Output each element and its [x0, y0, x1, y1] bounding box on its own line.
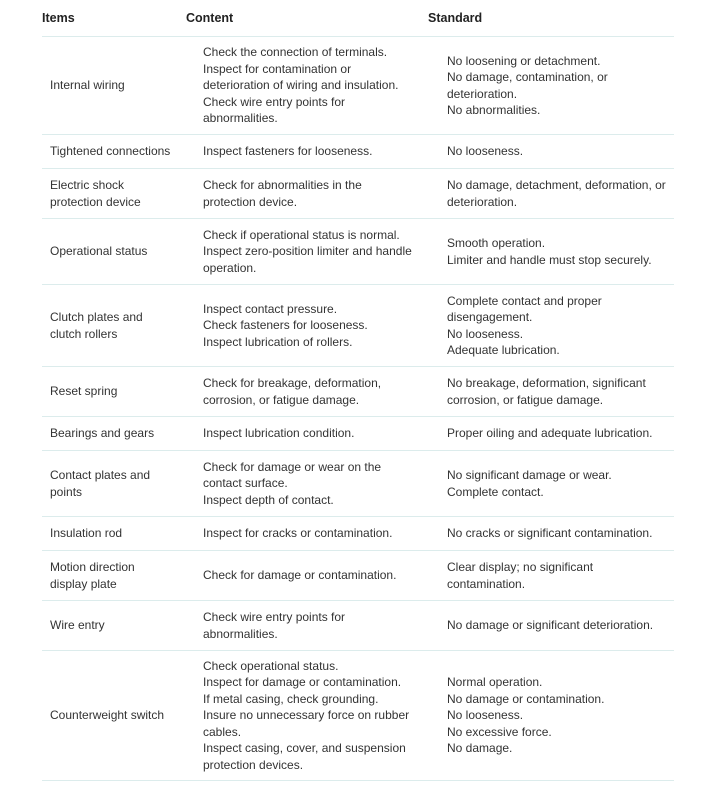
- item-line: Wire entry: [50, 618, 105, 633]
- standard-line: Limiter and handle must stop securely.: [447, 252, 652, 267]
- content-line: If metal casing, check grounding.: [203, 691, 379, 706]
- standard-line: corrosion, or fatigue damage.: [447, 392, 604, 407]
- item-line: Tightened connections: [50, 144, 171, 159]
- standard-cell: [439, 651, 674, 781]
- content-line: abnormalities.: [203, 111, 278, 126]
- standard-line: No excessive force.: [447, 724, 552, 739]
- item-line: Operational status: [50, 244, 148, 259]
- standard-line: No looseness.: [447, 144, 524, 159]
- content-line: Inspect lubrication of rollers.: [203, 334, 353, 349]
- standard-line: No abnormalities.: [447, 102, 541, 117]
- standard-line: Adequate lubrication.: [447, 342, 560, 357]
- standard-line: Proper oiling and adequate lubrication.: [447, 426, 653, 441]
- item-line: clutch rollers: [50, 326, 118, 341]
- content-line: operation.: [203, 260, 257, 275]
- content-line: Check if operational status is normal.: [203, 227, 400, 242]
- standard-line: No damage.: [447, 741, 513, 756]
- content-line: Check wire entry points for: [203, 94, 346, 109]
- table-header: [0, 0, 720, 36]
- content-cell: [195, 651, 439, 781]
- standard-line: No damage or significant deterioration.: [447, 618, 654, 633]
- standard-cell: [439, 601, 674, 651]
- standard-line: No damage, detachment, deformation, or: [447, 178, 666, 193]
- content-line: Check for damage or contamination.: [203, 568, 397, 583]
- content-line: Inspect for cracks or contamination.: [203, 526, 393, 541]
- header-items: Items: [42, 11, 75, 25]
- standard-line: Smooth operation.: [447, 236, 546, 251]
- content-cell: [195, 285, 439, 367]
- content-cell: [195, 451, 439, 517]
- standard-line: contamination.: [447, 576, 526, 591]
- standard-line: Complete contact.: [447, 484, 544, 499]
- content-line: Inspect depth of contact.: [203, 492, 334, 507]
- content-line: Check the connection of terminals.: [203, 45, 388, 60]
- content-line: deterioration of wiring and insulation.: [203, 78, 399, 93]
- item-line: Bearings and gears: [50, 426, 155, 441]
- standard-line: No damage or contamination.: [447, 691, 605, 706]
- standard-cell: [439, 37, 674, 135]
- content-cell: [195, 37, 439, 135]
- content-line: Check for breakage, deformation,: [203, 376, 382, 391]
- standard-line: No damage, contamination, or: [447, 70, 608, 85]
- content-cell: [195, 601, 439, 651]
- standard-line: Normal operation.: [447, 675, 543, 690]
- table-row: [42, 451, 674, 517]
- content-line: Check operational status.: [203, 659, 339, 674]
- item-cell: [42, 551, 195, 601]
- item-cell: [42, 285, 195, 367]
- content-line: Inspect for damage or contamination.: [203, 675, 402, 690]
- header-standard: Standard: [428, 11, 483, 25]
- item-line: Contact plates and: [50, 468, 151, 483]
- standard-cell: [439, 285, 674, 367]
- table-row: [42, 37, 674, 135]
- inspection-table-body: [42, 37, 674, 781]
- table-row: [42, 601, 674, 651]
- content-cell: [195, 169, 439, 219]
- table-row: [42, 219, 674, 285]
- item-line: points: [50, 484, 83, 499]
- content-cell: [195, 517, 439, 551]
- header-content: Content: [186, 11, 234, 25]
- table-row: [42, 135, 674, 169]
- table-row: [42, 417, 674, 451]
- content-line: Inspect zero-position limiter and handle: [203, 244, 412, 259]
- content-cell: [195, 367, 439, 417]
- content-cell: [195, 135, 439, 169]
- item-cell: [42, 367, 195, 417]
- item-cell: [42, 135, 195, 169]
- item-cell: [42, 517, 195, 551]
- content-line: corrosion, or fatigue damage.: [203, 392, 360, 407]
- content-line: Insure no unnecessary force on rubber: [203, 708, 410, 723]
- item-cell: [42, 169, 195, 219]
- content-line: Inspect fasteners for looseness.: [203, 144, 373, 159]
- content-line: cables.: [203, 724, 242, 739]
- item-cell: [42, 651, 195, 781]
- table-row: [42, 169, 674, 219]
- item-cell: [42, 601, 195, 651]
- item-line: Counterweight switch: [50, 708, 165, 723]
- item-line: display plate: [50, 576, 117, 591]
- standard-cell: [439, 219, 674, 285]
- standard-cell: [439, 417, 674, 451]
- content-line: Inspect for contamination or: [203, 61, 352, 76]
- standard-line: Clear display; no significant: [447, 560, 594, 575]
- item-line: Motion direction: [50, 560, 135, 575]
- item-cell: [42, 37, 195, 135]
- table-row: [42, 651, 674, 781]
- item-line: Electric shock: [50, 178, 125, 193]
- content-line: Inspect contact pressure.: [203, 301, 338, 316]
- standard-line: Complete contact and proper: [447, 293, 602, 308]
- item-line: Internal wiring: [50, 78, 125, 93]
- standard-cell: [439, 551, 674, 601]
- item-cell: [42, 417, 195, 451]
- item-line: protection device: [50, 194, 141, 209]
- standard-line: deterioration.: [447, 194, 518, 209]
- item-cell: [42, 451, 195, 517]
- content-line: Inspect casing, cover, and suspension: [203, 741, 406, 756]
- standard-line: No looseness.: [447, 708, 524, 723]
- item-cell: [42, 219, 195, 285]
- standard-line: No cracks or significant contamination.: [447, 526, 653, 541]
- content-line: Inspect lubrication condition.: [203, 426, 355, 441]
- content-line: abnormalities.: [203, 626, 278, 641]
- standard-line: deterioration.: [447, 86, 518, 101]
- standard-cell: [439, 135, 674, 169]
- inspection-table: [42, 36, 674, 781]
- item-line: Reset spring: [50, 384, 118, 399]
- table-row: [42, 367, 674, 417]
- content-line: contact surface.: [203, 476, 288, 491]
- table-row: [42, 551, 674, 601]
- standard-line: No significant damage or wear.: [447, 468, 612, 483]
- content-line: protection device.: [203, 194, 298, 209]
- content-line: protection devices.: [203, 757, 304, 772]
- table-row: [42, 517, 674, 551]
- standard-line: disengagement.: [447, 310, 533, 325]
- item-line: Clutch plates and: [50, 310, 143, 325]
- standard-cell: [439, 169, 674, 219]
- content-cell: [195, 219, 439, 285]
- content-line: Check for abnormalities in the: [203, 178, 362, 193]
- content-cell: [195, 551, 439, 601]
- item-line: Insulation rod: [50, 526, 123, 541]
- content-line: Check fasteners for looseness.: [203, 318, 368, 333]
- content-line: Check wire entry points for: [203, 610, 346, 625]
- standard-cell: [439, 517, 674, 551]
- content-cell: [195, 417, 439, 451]
- standard-line: No loosening or detachment.: [447, 53, 601, 68]
- standard-line: No breakage, deformation, significant: [447, 376, 646, 391]
- standard-line: No looseness.: [447, 326, 524, 341]
- standard-cell: [439, 367, 674, 417]
- table-row: [42, 285, 674, 367]
- content-line: Check for damage or wear on the: [203, 459, 382, 474]
- standard-cell: [439, 451, 674, 517]
